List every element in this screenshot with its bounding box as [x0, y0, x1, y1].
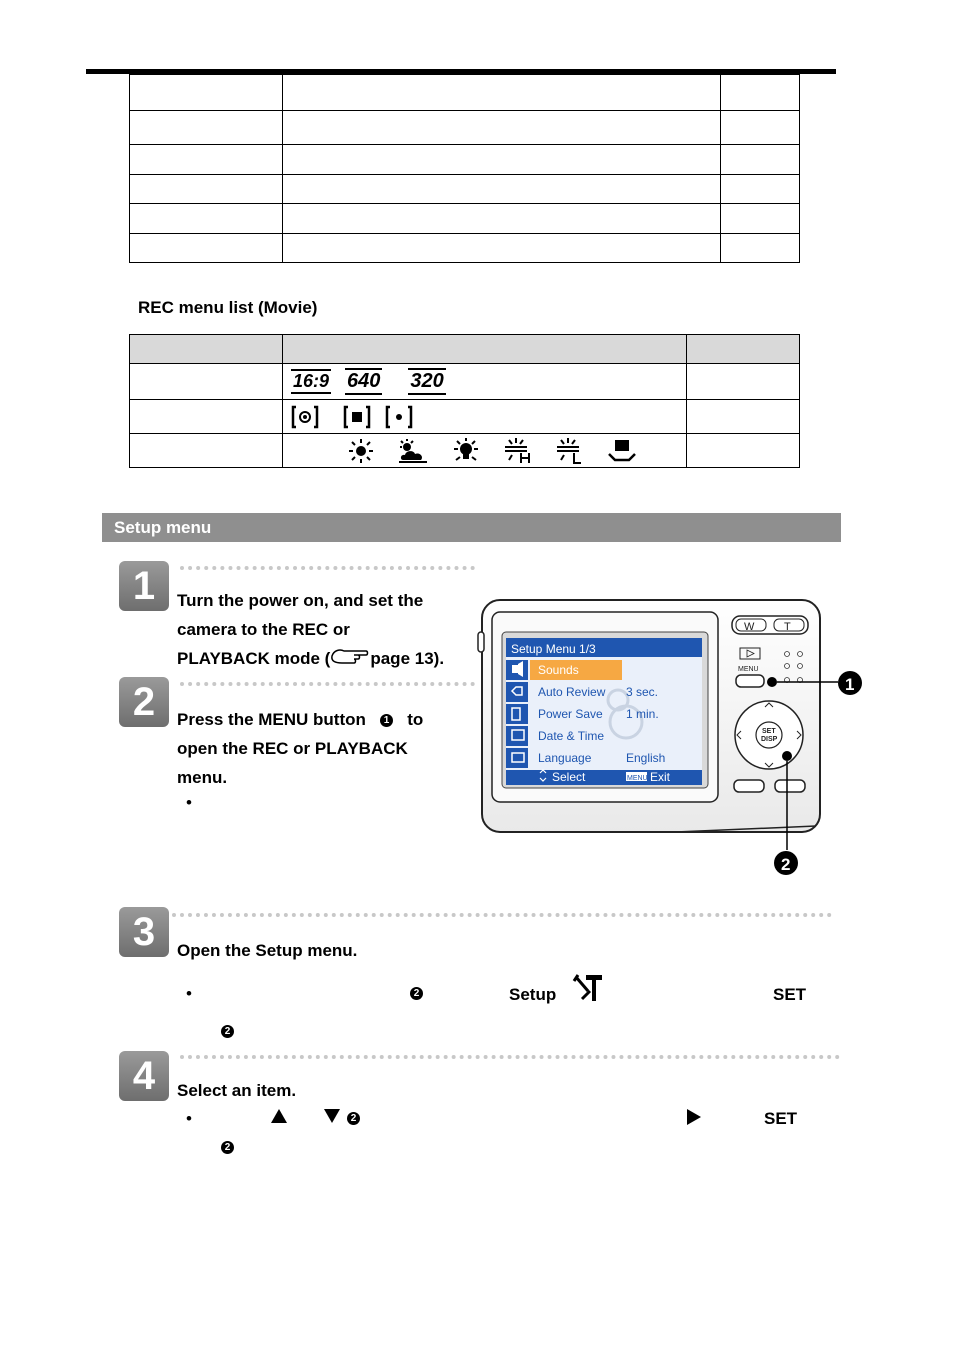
callout-2-icon: 2	[347, 1112, 360, 1125]
callout-1-icon: 1	[380, 714, 393, 727]
bullet: •	[186, 793, 192, 812]
step-1-line-1: Turn the power on, and set the	[177, 591, 424, 610]
rec-menu-table-continued	[129, 74, 800, 263]
svg-text:SET: SET	[762, 728, 776, 735]
menu-button[interactable]	[736, 675, 764, 687]
metering-center-icon	[291, 405, 319, 429]
dotted-separator	[180, 682, 475, 686]
lcd-item-date-time: Date & Time	[538, 729, 605, 743]
lcd-item-power-save: Power Save	[538, 707, 603, 721]
callout-2-icon: 2	[221, 1141, 234, 1154]
movie-size-icons	[283, 368, 686, 395]
callout-2-label: 2	[781, 855, 791, 874]
lcd-value-auto-review: 3 sec.	[626, 685, 659, 699]
white-balance-icons	[283, 438, 686, 464]
mode-button[interactable]	[775, 780, 805, 792]
dotted-separator	[180, 1055, 840, 1059]
step-2-text	[177, 705, 477, 792]
pointing-hand-icon	[330, 647, 370, 667]
up-arrow-icon	[270, 1108, 288, 1124]
lcd-value-language: English	[626, 751, 666, 765]
rec-menu-movie-title: REC menu list (Movie)	[138, 298, 318, 317]
svg-text:DISP: DISP	[761, 736, 778, 743]
step-1-badge: 1	[119, 561, 169, 611]
camera-back-illustration	[476, 592, 876, 887]
navigation-pad[interactable]	[735, 701, 803, 769]
metering-average-icon	[343, 405, 371, 429]
lcd-footer-exit: Exit	[650, 770, 671, 784]
fluorescent-h-icon	[503, 438, 533, 464]
step-2-line-2: open the REC or PLAYBACK	[177, 739, 408, 758]
callout-2-icon: 2	[221, 1025, 234, 1038]
step-2-line-3: menu.	[177, 768, 228, 787]
menu-label: MENU	[738, 666, 759, 673]
zoom-button[interactable]	[732, 616, 808, 634]
daylight-icon	[347, 438, 375, 464]
right-arrow-icon	[685, 1108, 703, 1126]
lcd-item-auto-review: Auto Review	[538, 685, 606, 699]
step-2-line-1: Press the MENU button 1 to	[177, 710, 424, 729]
step-3-badge: 3	[119, 907, 169, 957]
set-label: SET	[764, 1109, 798, 1128]
set-label: SET	[773, 985, 807, 1004]
bullet: •	[186, 1109, 192, 1128]
dotted-separator	[180, 566, 475, 570]
metering-icons	[283, 405, 686, 429]
step-2-badge: 2	[119, 677, 169, 727]
down-arrow-icon	[323, 1108, 341, 1124]
lcd-item-sounds: Sounds	[538, 663, 579, 677]
setup-label: Setup	[509, 985, 557, 1004]
lcd-value-power-save: 1 min.	[626, 707, 659, 721]
dotted-separator	[172, 913, 832, 917]
callout-2-icon: 2	[410, 987, 423, 1000]
step-1-line-3: PLAYBACK mode ( page 13).	[177, 649, 445, 668]
step-4-title: Select an item.	[177, 1081, 297, 1100]
size-640-icon: 640	[345, 368, 382, 395]
size-16-9-icon: 16:9	[291, 369, 331, 394]
step-3-title: Open the Setup menu.	[177, 941, 358, 960]
svg-text:T: T	[784, 621, 791, 633]
delete-button[interactable]	[734, 780, 764, 792]
svg-text:W: W	[744, 621, 755, 633]
lcd-item-language: Language	[538, 751, 592, 765]
step-1-line-2: camera to the REC or	[177, 620, 350, 639]
lcd-footer-select: Select	[552, 770, 586, 784]
callout-1-label: 1	[845, 675, 855, 694]
lcd-title: Setup Menu 1/3	[511, 642, 596, 656]
cloudy-icon	[397, 438, 429, 464]
step-4-badge: 4	[119, 1051, 169, 1101]
tungsten-icon	[451, 438, 481, 464]
bullet: •	[186, 984, 192, 1003]
rec-menu-movie-table	[129, 334, 800, 468]
step-1-text	[177, 586, 477, 673]
fluorescent-l-icon	[555, 438, 585, 464]
setup-menu-header: Setup menu	[102, 513, 841, 542]
lcd-footer-menu-key: MENU	[627, 775, 648, 782]
size-320-icon: 320	[408, 368, 445, 395]
metering-spot-icon	[385, 405, 413, 429]
custom-wb-icon	[607, 438, 637, 464]
setup-tools-icon	[572, 973, 606, 1003]
